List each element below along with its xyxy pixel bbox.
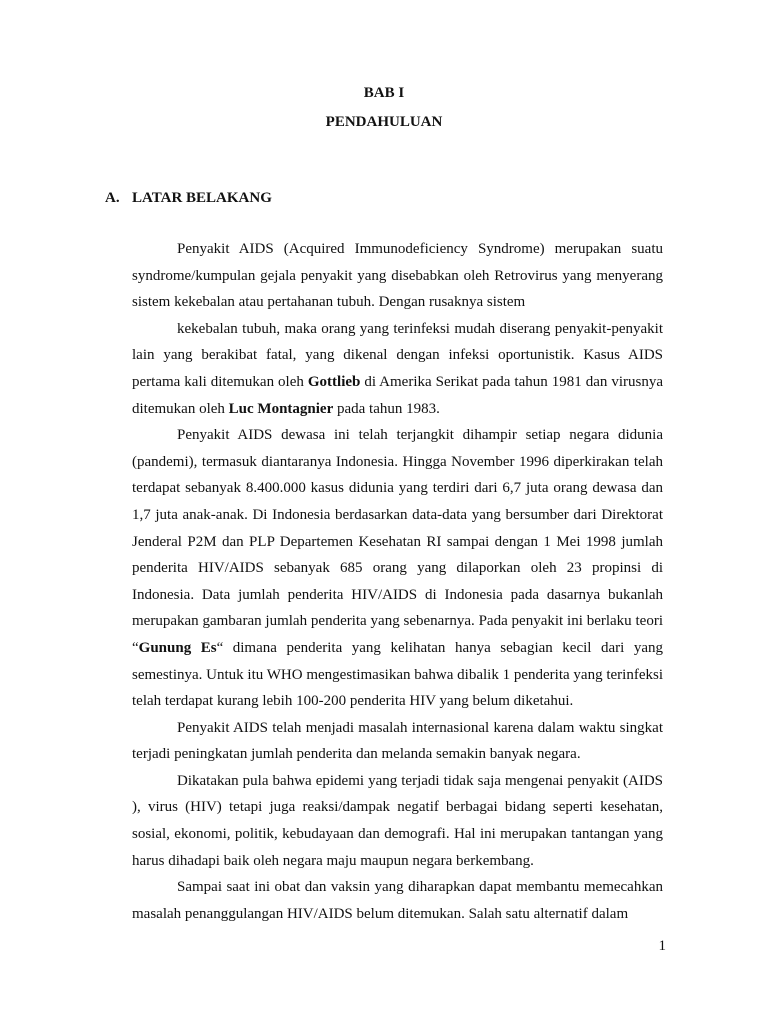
paragraph <box>132 422 663 715</box>
paragraph <box>132 236 663 316</box>
section-heading <box>105 190 272 207</box>
paragraph-text: “ dimana penderita yang kelihatan hanya sebagian kecil dari yang semestinya. Untuk itu WHO mengestimasikan bahwa dibalik 1 penderita yang terinfeksi telah terdapat kurang lebih 100-200 penderita HIV yang belum diketahui. <box>132 639 663 710</box>
paragraph-text: kekebalan tubuh, maka orang yang terinfeksi mudah diserang penyakit-penyakit lain yang berakibat fatal, yang dikenal dengan infeksi oportunistik. Kasus AIDS pertama kali ditemukan oleh <box>132 320 663 390</box>
section-title: LATAR BELAKANG <box>132 190 272 206</box>
paragraph <box>132 715 663 768</box>
body-text <box>132 236 663 927</box>
paragraph-text: Penyakit AIDS dewasa ini telah terjangkit dihampir setiap negara didunia (pandemi), termasuk diantaranya Indonesia. Hingga November 1996 diperkirakan telah terdapat sebanyak 8.400.000 kasus didunia yang terdiri dari 6,7 juta orang dewasa dan 1,7 juta anak-anak. Di Indonesia berdasarkan data-data yang bersumber dari Direktorat Jenderal P2M dan PLP Departemen Kesehatan RI sampai dengan 1 Mei 1998 jumlah penderita HIV/AIDS sebanyak 685 orang yang dilaporkan oleh 23 propinsi di Indonesia. Data jumlah penderita HIV/AIDS di Indonesia pada dasarnya bukanlah merupakan gambaran jumlah penderita yang sebenarnya. Pada penyakit ini berlaku teori “ <box>132 427 663 656</box>
bold-term: Gunung Es <box>138 639 217 656</box>
paragraph-text: Dikatakan pula bahwa epidemi yang terjadi tidak saja mengenai penyakit (AIDS ), virus (HIV) tetapi juga reaksi/dampak negatif berbagai bidang seperti kesehatan, sosial, ekonomi, politik, kebudayaan dan demografi. Hal ini merupakan tantangan yang harus dihadapi baik oleh negara maju maupun negara berkembang. <box>132 772 663 869</box>
paragraph-text: Sampai saat ini obat dan vaksin yang diharapkan dapat membantu memecahkan masalah penanggulangan HIV/AIDS belum ditemukan. Salah satu alternatif dalam <box>132 879 663 922</box>
paragraph-text: Penyakit AIDS telah menjadi masalah internasional karena dalam waktu singkat terjadi peningkatan jumlah penderita dan melanda semakin banyak negara. <box>132 719 663 763</box>
paragraph <box>132 874 663 927</box>
bold-term: Luc Montagnier <box>228 400 334 417</box>
chapter-number: BAB I <box>363 85 405 101</box>
paragraph-text: pada tahun 1983. <box>333 400 440 417</box>
paragraph <box>132 316 663 422</box>
paragraph-text: Penyakit AIDS (Acquired Immunodeficiency Syndrome) merupakan suatu syndrome/kumpulan gejala penyakit yang disebabkan oleh Retrovirus yang menyerang sistem kekebalan atau pertahanan tubuh. Dengan rusaknya sistem <box>132 241 663 311</box>
bold-term: Gottlieb <box>307 373 361 390</box>
paragraph <box>132 768 663 874</box>
page-number: 1 <box>658 938 666 954</box>
paragraph-text: di Amerika Serikat pada tahun 1981 dan virusnya ditemukan oleh <box>132 373 663 417</box>
chapter-title: PENDAHULUAN <box>325 114 443 130</box>
section-marker: A. <box>105 190 120 206</box>
